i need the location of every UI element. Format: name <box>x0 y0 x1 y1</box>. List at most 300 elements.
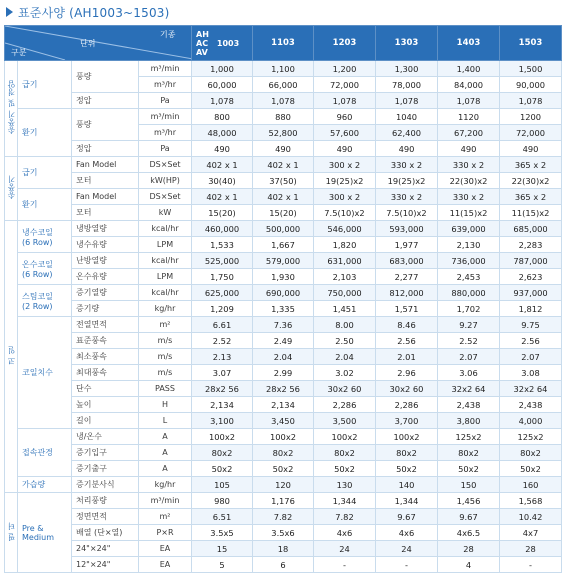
item-cell: 최소풍속 <box>72 349 139 365</box>
header-model-1003 <box>192 26 253 61</box>
item-cell: 모터 <box>72 173 139 189</box>
value-cell: 28x2 56 <box>192 381 253 397</box>
item-cell: 냉/온수 <box>72 429 139 445</box>
unit-cell: m³/min <box>139 109 192 125</box>
table-row <box>5 349 562 365</box>
item-cell: 증기입구 <box>72 445 139 461</box>
item-cell: 최대풍속 <box>72 365 139 381</box>
value-cell: 1,500 <box>500 61 562 77</box>
value-cell: 1,812 <box>500 301 562 317</box>
table-row <box>5 157 562 173</box>
value-cell: 1,930 <box>253 269 314 285</box>
unit-cell: m/s <box>139 365 192 381</box>
value-cell: 125x2 <box>438 429 500 445</box>
value-cell: 1,456 <box>438 493 500 509</box>
table-row <box>5 317 562 333</box>
table-row <box>5 461 562 477</box>
table-row <box>5 557 562 573</box>
table-row <box>5 109 562 125</box>
value-cell: 80x2 <box>438 445 500 461</box>
value-cell: 4x7 <box>500 525 562 541</box>
unit-cell: Pa <box>139 93 192 109</box>
value-cell: 2.56 <box>376 333 438 349</box>
value-cell: 8.46 <box>376 317 438 333</box>
value-cell: 30(40) <box>192 173 253 189</box>
value-cell: 4 <box>438 557 500 573</box>
unit-cell: DS×Set <box>139 189 192 205</box>
sub-category-cell <box>18 253 72 285</box>
table-row <box>5 365 562 381</box>
value-cell: 3,700 <box>376 413 438 429</box>
value-cell: 330 x 2 <box>438 189 500 205</box>
item-cell: 증기출구 <box>72 461 139 477</box>
value-cell: 67,200 <box>438 125 500 141</box>
spec-table-container <box>4 25 561 576</box>
value-cell: 579,000 <box>253 253 314 269</box>
item-cell: 12"×24" <box>72 557 139 573</box>
unit-cell: kcal/hr <box>139 285 192 301</box>
table-row <box>5 301 562 317</box>
value-cell: 72,000 <box>314 77 376 93</box>
sub-category-detail: (6 Row) <box>22 269 53 279</box>
table-row <box>5 189 562 205</box>
item-cell: 정압 <box>72 93 139 109</box>
header-ah: AH <box>196 29 209 39</box>
value-cell: 100x2 <box>253 429 314 445</box>
table-row <box>5 269 562 285</box>
value-cell: 3.5x5 <box>192 525 253 541</box>
value-cell: 80x2 <box>500 445 562 461</box>
value-cell: 3.02 <box>314 365 376 381</box>
value-cell: 105 <box>192 477 253 493</box>
value-cell: 937,000 <box>500 285 562 301</box>
value-cell: 490 <box>438 141 500 157</box>
sub-category-cell <box>18 285 72 317</box>
value-cell: 120 <box>253 477 314 493</box>
value-cell: 330 x 2 <box>376 157 438 173</box>
value-cell: 5 <box>192 557 253 573</box>
table-row <box>5 221 562 237</box>
page-title: 표준사양 (AH1003~1503) <box>18 5 170 20</box>
table-row <box>5 541 562 557</box>
value-cell: 50x2 <box>438 461 500 477</box>
value-cell: 6.51 <box>192 509 253 525</box>
value-cell: 4,000 <box>500 413 562 429</box>
value-cell: 24 <box>314 541 376 557</box>
value-cell: 1,078 <box>314 93 376 109</box>
value-cell: 8.00 <box>314 317 376 333</box>
sub-category-cell <box>18 477 72 493</box>
value-cell: 1,176 <box>253 493 314 509</box>
item-cell: 배열 (단×열) <box>72 525 139 541</box>
value-cell: 1,000 <box>192 61 253 77</box>
value-cell: 80x2 <box>314 445 376 461</box>
value-cell: 7.82 <box>314 509 376 525</box>
value-cell: 30x2 60 <box>376 381 438 397</box>
value-cell: 1,400 <box>438 61 500 77</box>
sub-category-cell <box>18 221 72 253</box>
value-cell: 750,000 <box>314 285 376 301</box>
value-cell: 2,623 <box>500 269 562 285</box>
table-row <box>5 173 562 189</box>
table-row <box>5 253 562 269</box>
value-cell: 2.99 <box>253 365 314 381</box>
value-cell: 593,000 <box>376 221 438 237</box>
unit-cell: m² <box>139 509 192 525</box>
item-cell: 온수유량 <box>72 269 139 285</box>
category-label: 송풍기 및 정압 <box>6 80 16 135</box>
unit-cell: kg/hr <box>139 477 192 493</box>
table-row <box>5 205 562 221</box>
header-danwi: 단위 <box>80 39 96 48</box>
table-body <box>5 61 562 573</box>
value-cell: 960 <box>314 109 376 125</box>
value-cell: 15 <box>192 541 253 557</box>
value-cell: 130 <box>314 477 376 493</box>
item-cell: 증기량 <box>72 301 139 317</box>
item-cell: 길이 <box>72 413 139 429</box>
table-row <box>5 493 562 509</box>
value-cell: 2.04 <box>253 349 314 365</box>
value-cell: 1,344 <box>314 493 376 509</box>
header-ac: AC <box>196 38 209 48</box>
value-cell: 60,000 <box>192 77 253 93</box>
value-cell: 2.96 <box>376 365 438 381</box>
unit-cell: A <box>139 445 192 461</box>
unit-cell: A <box>139 461 192 477</box>
value-cell: 50x2 <box>314 461 376 477</box>
value-cell: 160 <box>500 477 562 493</box>
value-cell: 980 <box>192 493 253 509</box>
item-cell: 풍량 <box>72 61 139 93</box>
sub-category-label: 환기 <box>22 128 38 137</box>
value-cell: 100x2 <box>376 429 438 445</box>
value-cell: 28 <box>500 541 562 557</box>
table-row <box>5 333 562 349</box>
value-cell: 625,000 <box>192 285 253 301</box>
sub-category-label: 급기 <box>22 168 38 177</box>
header-model-1103: 1103 <box>253 26 314 61</box>
table-row <box>5 509 562 525</box>
value-cell: 1,977 <box>376 237 438 253</box>
value-cell: 1,750 <box>192 269 253 285</box>
value-cell: 500,000 <box>253 221 314 237</box>
value-cell: 1,300 <box>376 61 438 77</box>
value-cell: 490 <box>253 141 314 157</box>
item-cell: 풍량 <box>72 109 139 141</box>
value-cell: 32x2 64 <box>438 381 500 397</box>
value-cell: 52,800 <box>253 125 314 141</box>
value-cell: 150 <box>438 477 500 493</box>
value-cell: 300 x 2 <box>314 157 376 173</box>
value-cell: 880 <box>253 109 314 125</box>
spec-table <box>4 25 562 573</box>
value-cell: 2,438 <box>438 397 500 413</box>
value-cell: 62,400 <box>376 125 438 141</box>
value-cell: 19(25)x2 <box>314 173 376 189</box>
unit-cell: PASS <box>139 381 192 397</box>
sub-category-detail: Medium <box>22 532 54 542</box>
header-model-1203: 1203 <box>314 26 376 61</box>
title-bar <box>6 4 170 20</box>
value-cell: 1120 <box>438 109 500 125</box>
value-cell: 2.07 <box>438 349 500 365</box>
value-cell: 1,078 <box>376 93 438 109</box>
table-row <box>5 477 562 493</box>
header-corner <box>5 26 192 61</box>
sub-category-cell <box>18 429 72 477</box>
unit-cell: kcal/hr <box>139 253 192 269</box>
value-cell: 2,438 <box>500 397 562 413</box>
sub-category-cell <box>18 189 72 221</box>
header-model-label: 1003 <box>216 38 240 48</box>
value-cell: 525,000 <box>192 253 253 269</box>
sub-category-label: 코일치수 <box>22 368 53 377</box>
value-cell: 402 x 1 <box>192 157 253 173</box>
value-cell: 639,000 <box>438 221 500 237</box>
value-cell: 22(30)x2 <box>438 173 500 189</box>
unit-cell: kcal/hr <box>139 221 192 237</box>
category-cell <box>5 493 18 573</box>
value-cell: 18 <box>253 541 314 557</box>
value-cell: 546,000 <box>314 221 376 237</box>
sub-category-detail: (2 Row) <box>22 301 53 311</box>
value-cell: 2.52 <box>192 333 253 349</box>
triangle-bullet-icon <box>6 7 13 17</box>
item-cell: 냉수유량 <box>72 237 139 253</box>
value-cell: 80x2 <box>192 445 253 461</box>
value-cell: 685,000 <box>500 221 562 237</box>
value-cell: 32x2 64 <box>500 381 562 397</box>
sub-category-label: 스팀코일 <box>22 291 53 301</box>
value-cell: 1,568 <box>500 493 562 509</box>
value-cell: 6.61 <box>192 317 253 333</box>
category-cell <box>5 61 18 157</box>
value-cell: 2.52 <box>438 333 500 349</box>
value-cell: 7.5(10)x2 <box>314 205 376 221</box>
value-cell: 7.82 <box>253 509 314 525</box>
value-cell: 7.36 <box>253 317 314 333</box>
sub-category-label: 급기 <box>22 80 38 89</box>
category-label: 필 터 <box>6 521 16 542</box>
value-cell: 100x2 <box>192 429 253 445</box>
value-cell: 812,000 <box>376 285 438 301</box>
value-cell: 2,103 <box>314 269 376 285</box>
value-cell: 1,820 <box>314 237 376 253</box>
value-cell: 3,100 <box>192 413 253 429</box>
sub-category-label: 가습량 <box>22 480 46 489</box>
value-cell: 880,000 <box>438 285 500 301</box>
table-row <box>5 445 562 461</box>
value-cell: 2,134 <box>192 397 253 413</box>
unit-cell: LPM <box>139 237 192 253</box>
value-cell: 78,000 <box>376 77 438 93</box>
value-cell: 48,000 <box>192 125 253 141</box>
value-cell: 690,000 <box>253 285 314 301</box>
value-cell: 3.5x6 <box>253 525 314 541</box>
unit-cell: EA <box>139 541 192 557</box>
sub-category-cell <box>18 61 72 109</box>
value-cell: 3,500 <box>314 413 376 429</box>
value-cell: 402 x 1 <box>253 157 314 173</box>
value-cell: 9.75 <box>500 317 562 333</box>
value-cell: 2,286 <box>376 397 438 413</box>
sub-category-label: 접속관경 <box>22 448 53 457</box>
value-cell: 11(15)x2 <box>500 205 562 221</box>
value-cell: 90,000 <box>500 77 562 93</box>
unit-cell: EA <box>139 557 192 573</box>
value-cell: 1,533 <box>192 237 253 253</box>
value-cell: 490 <box>314 141 376 157</box>
value-cell: 1,100 <box>253 61 314 77</box>
value-cell: 100x2 <box>314 429 376 445</box>
value-cell: 1,078 <box>500 93 562 109</box>
value-cell: 2,130 <box>438 237 500 253</box>
value-cell: 490 <box>500 141 562 157</box>
value-cell: 3.06 <box>438 365 500 381</box>
unit-cell: m³/hr <box>139 125 192 141</box>
item-cell: 모터 <box>72 205 139 221</box>
value-cell: 19(25)x2 <box>376 173 438 189</box>
value-cell: 631,000 <box>314 253 376 269</box>
item-cell: 표준풍속 <box>72 333 139 349</box>
value-cell: 1,335 <box>253 301 314 317</box>
unit-cell: L <box>139 413 192 429</box>
unit-cell: m³/min <box>139 61 192 77</box>
unit-cell: m³/min <box>139 493 192 509</box>
item-cell: 24"×24" <box>72 541 139 557</box>
value-cell: 2.07 <box>500 349 562 365</box>
value-cell: 490 <box>192 141 253 157</box>
category-cell <box>5 157 18 221</box>
category-cell <box>5 221 18 493</box>
value-cell: 3,800 <box>438 413 500 429</box>
value-cell: 3.08 <box>500 365 562 381</box>
value-cell: 84,000 <box>438 77 500 93</box>
value-cell: 140 <box>376 477 438 493</box>
table-header-row <box>5 26 562 61</box>
sub-category-label: 온수코일 <box>22 259 53 269</box>
table-row <box>5 285 562 301</box>
value-cell: 2.49 <box>253 333 314 349</box>
value-cell: 800 <box>192 109 253 125</box>
value-cell: 490 <box>376 141 438 157</box>
sub-category-label: Pre & <box>22 523 44 533</box>
value-cell: 80x2 <box>253 445 314 461</box>
value-cell: 72,000 <box>500 125 562 141</box>
unit-cell: P×R <box>139 525 192 541</box>
value-cell: - <box>376 557 438 573</box>
table-row <box>5 61 562 77</box>
value-cell: 330 x 2 <box>376 189 438 205</box>
value-cell: 330 x 2 <box>438 157 500 173</box>
sub-category-cell <box>18 317 72 429</box>
value-cell: 80x2 <box>376 445 438 461</box>
value-cell: 2.01 <box>376 349 438 365</box>
value-cell: 1,200 <box>314 61 376 77</box>
value-cell: 2,286 <box>314 397 376 413</box>
value-cell: - <box>500 557 562 573</box>
unit-cell: kW(HP) <box>139 173 192 189</box>
value-cell: 28 <box>438 541 500 557</box>
unit-cell: kg/hr <box>139 301 192 317</box>
unit-cell: H <box>139 397 192 413</box>
value-cell: 1,667 <box>253 237 314 253</box>
header-model-1303: 1303 <box>376 26 438 61</box>
table-row <box>5 525 562 541</box>
value-cell: 402 x 1 <box>192 189 253 205</box>
sub-category-cell <box>18 493 72 573</box>
value-cell: 11(15)x2 <box>438 205 500 221</box>
item-cell: 정면면적 <box>72 509 139 525</box>
value-cell: - <box>314 557 376 573</box>
item-cell: 증기열량 <box>72 285 139 301</box>
value-cell: 1,209 <box>192 301 253 317</box>
table-row <box>5 93 562 109</box>
value-cell: 125x2 <box>500 429 562 445</box>
value-cell: 9.67 <box>438 509 500 525</box>
value-cell: 50x2 <box>376 461 438 477</box>
value-cell: 683,000 <box>376 253 438 269</box>
value-cell: 66,000 <box>253 77 314 93</box>
value-cell: 1,571 <box>376 301 438 317</box>
sub-category-label: 환기 <box>22 200 38 209</box>
value-cell: 4x6.5 <box>438 525 500 541</box>
value-cell: 2.50 <box>314 333 376 349</box>
value-cell: 2,453 <box>438 269 500 285</box>
value-cell: 7.5(10)x2 <box>376 205 438 221</box>
value-cell: 2,134 <box>253 397 314 413</box>
value-cell: 1,344 <box>376 493 438 509</box>
value-cell: 2.13 <box>192 349 253 365</box>
unit-cell: m³/hr <box>139 77 192 93</box>
header-gubun: 구분 <box>11 48 27 57</box>
value-cell: 28x2 56 <box>253 381 314 397</box>
table-row <box>5 237 562 253</box>
item-cell: 전열면적 <box>72 317 139 333</box>
value-cell: 402 x 1 <box>253 189 314 205</box>
header-gijong: 기종 <box>160 30 176 39</box>
value-cell: 6 <box>253 557 314 573</box>
value-cell: 3,450 <box>253 413 314 429</box>
unit-cell: Pa <box>139 141 192 157</box>
value-cell: 37(50) <box>253 173 314 189</box>
item-cell: 증기분사식 <box>72 477 139 493</box>
value-cell: 1,078 <box>192 93 253 109</box>
item-cell: 단수 <box>72 381 139 397</box>
unit-cell: m/s <box>139 349 192 365</box>
value-cell: 9.67 <box>376 509 438 525</box>
unit-cell: A <box>139 429 192 445</box>
item-cell: 냉방열량 <box>72 221 139 237</box>
item-cell: 난방열량 <box>72 253 139 269</box>
value-cell: 4x6 <box>376 525 438 541</box>
value-cell: 1,078 <box>438 93 500 109</box>
value-cell: 2,283 <box>500 237 562 253</box>
value-cell: 50x2 <box>500 461 562 477</box>
sub-category-cell <box>18 157 72 189</box>
value-cell: 4x6 <box>314 525 376 541</box>
unit-cell: LPM <box>139 269 192 285</box>
value-cell: 2.56 <box>500 333 562 349</box>
sub-category-label: 냉수코일 <box>22 227 53 237</box>
value-cell: 1040 <box>376 109 438 125</box>
item-cell: 처리풍량 <box>72 493 139 509</box>
header-model-1403: 1403 <box>438 26 500 61</box>
value-cell: 1200 <box>500 109 562 125</box>
header-av: AV <box>196 47 208 57</box>
value-cell: 1,451 <box>314 301 376 317</box>
